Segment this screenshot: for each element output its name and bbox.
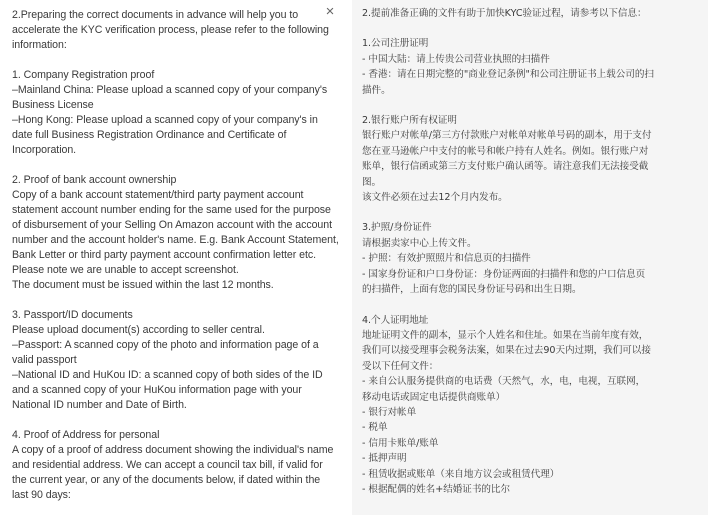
text-line: of disbursement of your Selling On Amazon account with the account [12,219,332,231]
text-line: - 抵押声明 [362,453,407,465]
text-line: statement account number ending for the same used for the purpose [12,204,331,216]
text-line: Copy of a bank account statement/third party payment account [12,189,304,201]
text-line: –National ID and HuKou ID: a scanned copy of both sides of the ID [12,369,323,381]
text-line: information: [12,39,67,51]
text-line: - 护照：有效护照照片和信息页的扫描件 [362,253,531,265]
english-section-passport-id [12,308,342,413]
text-line: the current year, or any of the documents below, if dated within the [12,474,321,486]
text-line: –Mainland China: Please upload a scanned copy of your company's [12,84,328,96]
text-line: 图。 [362,176,382,188]
text-line: 2.Preparing the correct documents in advance will help you to [12,9,299,21]
text-line: Please note we are unable to accept screenshot. [12,264,239,276]
text-line: - 税单 [362,422,388,434]
text-line: date full Business Registration Ordinance and Certificate of [12,129,287,141]
section-heading: 4.个人证明地址 [362,314,429,326]
section-heading: 3. Passport/ID documents [12,309,133,321]
chinese-section-bank-account [362,113,690,205]
english-intro [12,8,342,53]
chinese-section-passport-id [362,220,690,297]
text-line: 请根据卖家中心上传文件。 [362,237,477,249]
text-line: - 租赁收据或账单（来自地方议会或租赁代理） [362,468,560,480]
section-heading: 1.公司注册证明 [362,38,429,50]
text-line: last 90 days: [12,489,71,501]
text-line: Business License [12,99,94,111]
text-line: - 国家身份证和户口身份证：身份证两面的扫描件和您的户口信息页 [362,268,646,280]
close-icon[interactable]: × [325,3,335,20]
text-line: 地址证明文件的副本，显示个人姓名和住址。如果在当前年度有效， [362,329,649,341]
text-line: –Hong Kong: Please upload a scanned copy of your company's in [12,114,318,126]
section-heading: 1. Company Registration proof [12,69,155,81]
section-heading: 4. Proof of Address for personal [12,429,160,441]
text-line: - 中国大陆：请上传贵公司营业执照的扫描件 [362,53,550,65]
text-line: 2.提前准备正确的文件有助于加快KYC验证过程，请参考以下信息： [362,8,647,19]
text-line: A copy of a proof of address document showing the individual's name [12,444,334,456]
text-line: 受以下任何文件： [362,360,439,372]
text-line: - 银行对帐单 [362,406,417,418]
section-heading: 3.护照/身份证件 [362,222,432,234]
text-line: - 根据配偶的姓名+结婚证书的比尔 [362,483,511,495]
text-line: 移动电话或固定电话提供商账单） [362,391,506,403]
text-line: Bank Letter or third party payment account confirmation letter etc. [12,249,317,261]
text-line: - 来自公认服务提供商的电话费（天然气，水，电，电视，互联网， [362,376,646,388]
chinese-intro [362,6,690,21]
text-line: 我们可以接受理事会税务法案，如果在过去90天内过期，我们可以接 [362,345,651,357]
text-line: accelerate the KYC verification process, please refer to the following [12,24,329,36]
text-line: –Passport: A scanned copy of the photo and information page of a [12,339,319,351]
text-line: National ID number and Date of Birth. [12,399,187,411]
text-line: 该文件必须在过去12个月内发布。 [362,192,508,204]
english-section-proof-of-address [12,428,342,503]
text-line: The document must be issued within the last 12 months. [12,279,274,291]
text-line: - 香港：请在日期完整的"商业登记条例"和公司注册证书上载公司的扫 [362,69,654,81]
text-line: 银行账户对帐单/第三方付款账户对帐单对帐单号码的副本，用于支付 [362,130,652,142]
section-heading: 2. Proof of bank account ownership [12,174,177,186]
section-heading: 2.银行账户所有权证明 [362,115,457,127]
english-section-company-registration [12,68,342,158]
text-line: number and the account holder's name. E.g. Bank Account Statement, [12,234,339,246]
text-line: - 信用卡账单/账单 [362,437,439,449]
text-line: Please upload document(s) according to seller central. [12,324,265,336]
text-line: and a scanned copy of your HuKou information page with your [12,384,302,396]
chinese-panel [352,0,708,515]
text-line: 账单，银行信函或第三方支付账户确认函等。请注意我们无法接受截 [362,161,649,173]
english-section-bank-account [12,173,342,293]
text-line: 描件。 [362,84,391,96]
text-line: valid passport [12,354,77,366]
text-line: Incorporation. [12,144,77,156]
chinese-section-proof-of-address [362,313,690,498]
text-line: 您在亚马逊帐户中支付的帐号和帐户持有人姓名。例如。银行账户对 [362,145,649,157]
english-panel [0,0,352,515]
chinese-section-company-registration [362,36,690,98]
text-line: 的扫描件，上面有您的国民身份证号码和出生日期。 [362,284,582,296]
text-line: and residential address. We can accept a council tax bill, if valid for [12,459,323,471]
